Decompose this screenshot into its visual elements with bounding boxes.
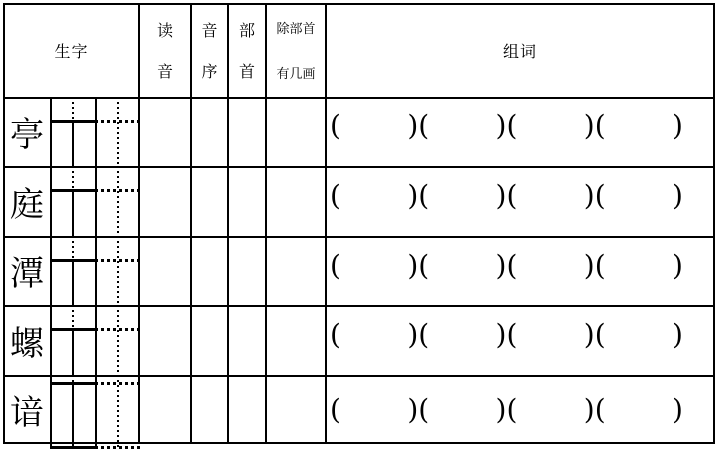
paren-open: ( xyxy=(330,249,341,282)
grid-dash-line xyxy=(72,97,74,121)
paren-pair: )( xyxy=(407,249,430,282)
grid-line xyxy=(95,305,97,375)
grid-line xyxy=(72,383,74,449)
grid-cross-line xyxy=(50,259,95,262)
grid-line xyxy=(50,166,52,236)
shengzi-char: 谙 xyxy=(10,393,44,433)
header-zuci-label: 组词 xyxy=(502,41,537,61)
writing-grid xyxy=(0,305,142,375)
paren-close: ) xyxy=(672,249,683,282)
grid-dash-line xyxy=(117,166,119,236)
grid-cross-line xyxy=(50,382,95,385)
paren-open: ( xyxy=(330,393,341,426)
grid-cross-line xyxy=(50,120,95,123)
grid-line xyxy=(50,97,52,166)
grid-dash-line xyxy=(117,236,119,305)
paren-pair: )( xyxy=(407,179,430,212)
grid-dash-line xyxy=(72,236,74,260)
writing-grid xyxy=(0,375,142,449)
grid-cross-dash xyxy=(95,120,140,123)
paren-pair: )( xyxy=(407,318,430,351)
paren-pair: )( xyxy=(407,109,430,142)
header-shengzi xyxy=(5,3,138,97)
paren-pair: )( xyxy=(495,109,518,142)
writing-grid xyxy=(0,166,142,236)
grid-line xyxy=(72,190,74,236)
shengzi-char: 螺 xyxy=(10,323,44,364)
shengzi-char: 潭 xyxy=(10,254,44,294)
paren-open: ( xyxy=(330,109,341,142)
grid-cross-dash xyxy=(95,382,140,385)
header-zuci xyxy=(327,3,713,97)
grid-cross-line xyxy=(50,446,95,449)
grid-dash-line xyxy=(117,305,119,375)
paren-pair: )( xyxy=(495,393,518,426)
paren-close: ) xyxy=(672,109,683,142)
header-chubushou-line1: 除部首 xyxy=(276,22,316,37)
grid-line xyxy=(72,260,74,305)
header-duyin-line2: 音 xyxy=(156,62,173,81)
header-bushou-line1: 部 xyxy=(238,21,255,40)
shengzi-char: 亭 xyxy=(10,115,44,155)
grid-cross-dash xyxy=(95,259,140,262)
paren-open: ( xyxy=(330,179,341,212)
header-chubushou xyxy=(267,3,325,97)
grid-line xyxy=(95,166,97,236)
header-duyin xyxy=(140,3,190,97)
header-chubushou-line2: 有几画 xyxy=(276,67,316,82)
zuci-blanks xyxy=(330,179,683,213)
paren-pair: )( xyxy=(495,249,518,282)
grid-line xyxy=(95,375,97,449)
paren-pair: )( xyxy=(495,179,518,212)
zuci-blanks xyxy=(330,109,683,143)
paren-pair: )( xyxy=(583,179,606,212)
header-bushou xyxy=(229,3,265,97)
header-yinxu-line1: 音 xyxy=(201,21,218,40)
paren-pair: )( xyxy=(495,318,518,351)
grid-line xyxy=(95,236,97,305)
paren-open: ( xyxy=(330,318,341,351)
writing-grid xyxy=(0,97,142,166)
paren-pair: )( xyxy=(583,109,606,142)
header-bushou-line2: 首 xyxy=(238,62,255,81)
zuci-blanks xyxy=(330,249,683,283)
grid-line xyxy=(95,97,97,166)
zuci-blanks xyxy=(330,318,683,352)
paren-pair: )( xyxy=(407,393,430,426)
grid-line xyxy=(72,121,74,166)
paren-close: ) xyxy=(672,179,683,212)
grid-line xyxy=(50,305,52,375)
grid-cross-dash xyxy=(95,189,140,192)
grid-dash-line xyxy=(72,305,74,329)
header-yinxu-line2: 序 xyxy=(201,62,218,81)
header-duyin-line1: 读 xyxy=(156,21,173,40)
writing-grid xyxy=(0,236,142,305)
grid-cross-line xyxy=(50,328,95,331)
shengzi-char: 庭 xyxy=(10,184,44,225)
grid-cross-line xyxy=(50,189,95,192)
paren-pair: )( xyxy=(583,249,606,282)
paren-pair: )( xyxy=(583,393,606,426)
paren-close: ) xyxy=(672,318,683,351)
grid-dash-line xyxy=(117,97,119,166)
header-shengzi-label: 生字 xyxy=(54,41,89,61)
grid-line xyxy=(50,236,52,305)
grid-line xyxy=(72,329,74,375)
grid-cross-dash xyxy=(95,446,140,449)
paren-pair: )( xyxy=(583,318,606,351)
paren-close: ) xyxy=(672,393,683,426)
grid-dash-line xyxy=(72,166,74,190)
header-yinxu xyxy=(192,3,227,97)
grid-line xyxy=(50,375,52,449)
grid-cross-dash xyxy=(95,328,140,331)
zuci-blanks xyxy=(330,393,683,427)
grid-dash-line xyxy=(117,375,119,449)
